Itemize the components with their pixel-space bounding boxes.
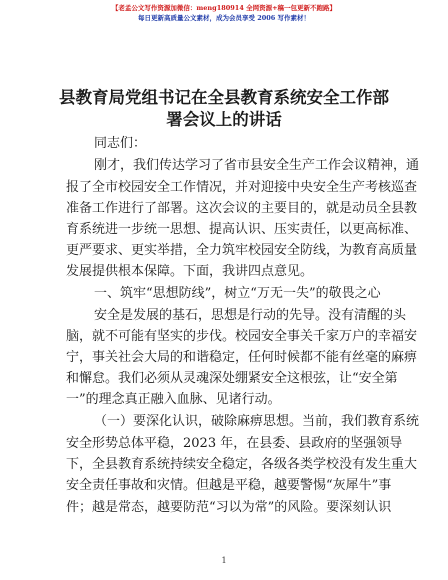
- header-banner-line-2: 每日更新高质量公文素材，成为会员享受 2006 写作素材！: [137, 14, 311, 22]
- paragraph-line: 宁，事关社会大局的和谐稳定，任何时候都不能有丝毫的麻痹: [66, 350, 418, 365]
- paragraph-line: 件；越是常态，越要防范“习以为常”的风险。要深刻认识: [66, 500, 392, 515]
- paragraph-line: 育系统进一步统一思想、提高认识、压实责任，以更高标准、: [66, 222, 418, 237]
- paragraph-line: 安全是发展的基石，思想是行动的先导。没有清醒的头: [94, 308, 407, 323]
- paragraph-line: 刚才，我们传达学习了省市县安全生产工作会议精神，通: [94, 158, 420, 173]
- paragraph-line: 发展提供根本保障。下面，我讲四点意见。: [66, 264, 314, 279]
- paragraph-line: 下，全县教育系统持续安全稳定，各级各类学校没有发生重大: [66, 457, 418, 472]
- section-heading: 一、筑牢“思想防线”，树立“万无一失”的敬畏之心: [94, 286, 381, 301]
- paragraph-line: 安全形势总体平稳，2023 年，在县委、县政府的坚强领导: [66, 436, 403, 451]
- paragraph-line: 一”的理念真正融入血脉、见诸行动。: [66, 392, 281, 407]
- subsection-paragraph-line: （一）要深化认识，破除麻痹思想。当前，我们教育系统: [94, 414, 420, 429]
- paragraph-line: 更严要求、更实举措，全力筑牢校园安全防线，为教育高质量: [66, 243, 418, 258]
- document-title-line-1: 县教育局党组书记在全县教育系统安全工作部: [59, 88, 389, 107]
- document-title-line-2: 署会议上的讲话: [166, 110, 282, 129]
- paragraph-line: 脑，就不可能有坚实的步伐。校园安全事关千家万户的幸福安: [66, 329, 418, 344]
- paragraph-line: 报了全市校园安全工作情况，并对迎接中央安全生产考核巡查: [66, 180, 418, 195]
- paragraph-line: 安全责任事故和灾情。但越是平稳，越要警惕“灰犀牛”事: [66, 478, 392, 493]
- header-banner-line-1: 【老孟公文写作资源加微信：meng180914 全网资源+稿一包更新不跑路】: [111, 4, 337, 12]
- page-number: 1: [221, 556, 227, 565]
- paragraph-line: 和懈怠。我们必须从灵魂深处绷紧安全这根弦，让“安全第: [66, 371, 398, 386]
- salutation: 同志们：: [94, 136, 147, 151]
- paragraph-line: 准备工作进行了部署。这次会议的主要目的，就是动员全县教: [66, 201, 418, 216]
